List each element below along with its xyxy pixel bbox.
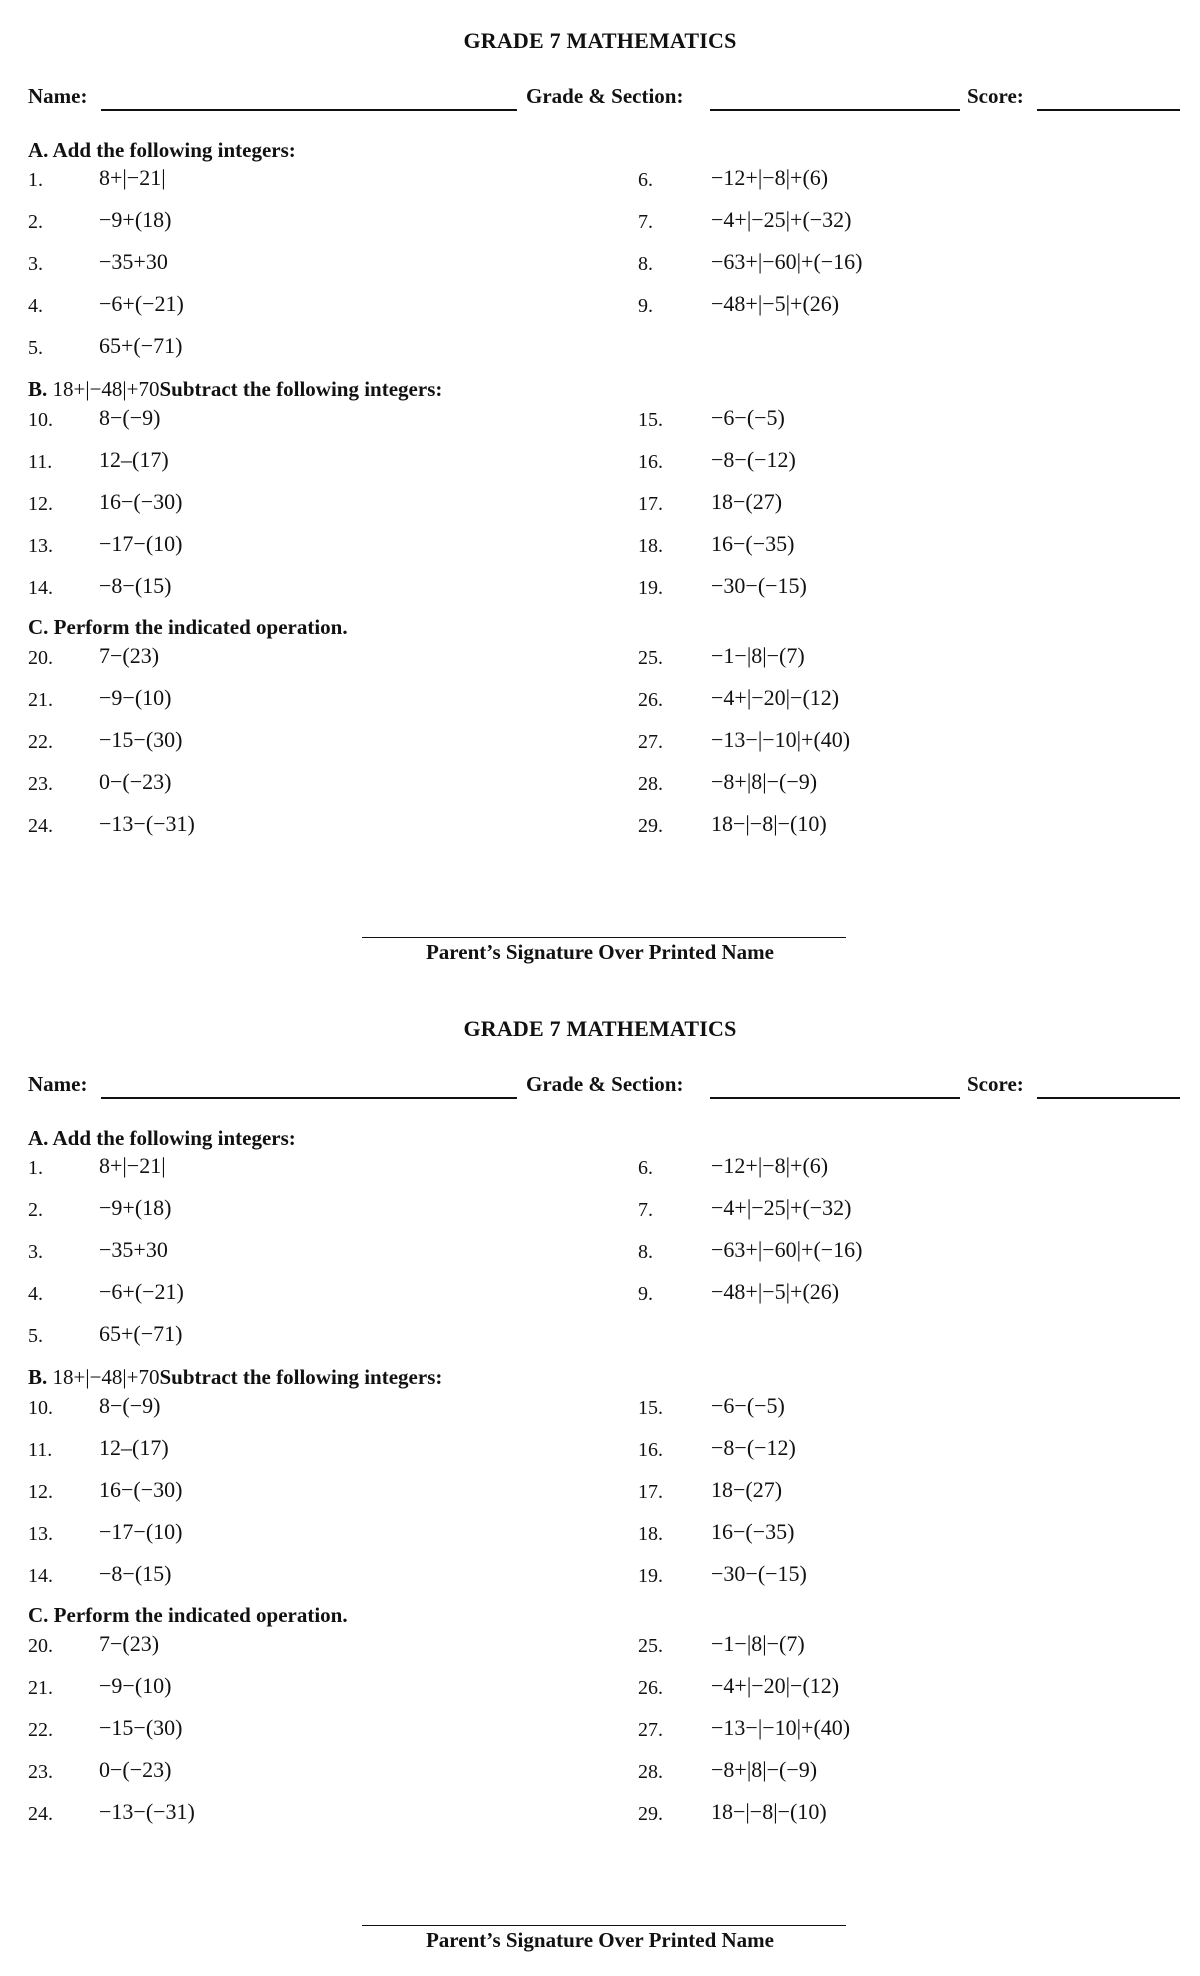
problem-expression: 16−(−35): [711, 1519, 795, 1544]
problem-number: 20.: [28, 647, 53, 669]
problem-number: 23.: [28, 773, 53, 795]
problem-expression: 7−(23): [99, 1631, 160, 1656]
problem-expression: −4+|−20|−(12): [711, 685, 840, 710]
problem-number: 29.: [638, 815, 663, 837]
section-instruction: Perform the indicated operation.: [53, 615, 348, 639]
section-instruction: Subtract the following integers:: [159, 1365, 443, 1389]
name-field-line: [101, 109, 517, 111]
problem-number: 4.: [28, 1283, 43, 1305]
problem-number: 29.: [638, 1803, 663, 1825]
section-instruction: Add the following integers:: [52, 138, 296, 162]
problem-expression: −30−(−15): [711, 1561, 807, 1586]
problem-number: 28.: [638, 1761, 663, 1783]
problem-expression: 8+|−21|: [99, 1153, 166, 1178]
problem-expression: −9+(18): [99, 1195, 172, 1220]
problem-number: 25.: [638, 1635, 663, 1657]
grade-section-label: Grade & Section:: [526, 84, 684, 108]
problem-number: 18.: [638, 535, 663, 557]
problem-expression: −13−(−31): [99, 811, 195, 836]
problem-expression: −30−(−15): [711, 573, 807, 598]
problem-number: 3.: [28, 1241, 43, 1263]
problem-number: 6.: [638, 169, 653, 191]
signature-label: Parent’s Signature Over Printed Name: [425, 940, 774, 964]
problem-number: 1.: [28, 169, 43, 191]
problem-number: 22.: [28, 1719, 53, 1741]
problem-expression: −8−(−12): [711, 447, 796, 472]
problem-expression: 18−(27): [711, 1477, 783, 1502]
problem-expression: −6+(−21): [99, 1279, 184, 1304]
section-letter: A.: [28, 1126, 49, 1150]
section-a-heading: [28, 138, 296, 163]
problem-number: 1.: [28, 1157, 43, 1179]
problem-number: 15.: [638, 409, 663, 431]
problem-expression: 16−(−30): [99, 1477, 183, 1502]
problem-expression: −8−(15): [99, 573, 172, 598]
problem-expression: 18−(27): [711, 489, 783, 514]
problem-expression: −17−(10): [99, 531, 183, 556]
problem-expression: 65+(−71): [99, 1321, 183, 1346]
problem-number: 19.: [638, 577, 663, 599]
problem-expression: −1−|8|−(7): [711, 643, 805, 668]
problem-number: 13.: [28, 535, 53, 557]
problem-expression: −4+|−25|+(−32): [711, 207, 852, 232]
section-instruction: Perform the indicated operation.: [53, 1603, 348, 1627]
problem-expression: −13−|−10|+(40): [711, 727, 851, 752]
problem-expression: 12–(17): [99, 447, 169, 472]
section-c-heading: [28, 1603, 348, 1628]
problem-expression: −48+|−5|+(26): [711, 291, 840, 316]
problem-number: 8.: [638, 253, 653, 275]
section-stray-expression: 18+|−48|+70: [52, 377, 160, 401]
section-b-heading: [28, 1365, 442, 1390]
problem-expression: −4+|−25|+(−32): [711, 1195, 852, 1220]
problem-number: 26.: [638, 1677, 663, 1699]
problem-number: 21.: [28, 1677, 53, 1699]
problem-number: 14.: [28, 1565, 53, 1587]
problem-expression: −13−|−10|+(40): [711, 1715, 851, 1740]
problem-expression: 16−(−35): [711, 531, 795, 556]
problem-expression: 0−(−23): [99, 1757, 172, 1782]
problem-number: 8.: [638, 1241, 653, 1263]
signature-label: Parent’s Signature Over Printed Name: [425, 1928, 774, 1952]
problem-number: 6.: [638, 1157, 653, 1179]
problem-expression: 18−|−8|−(10): [711, 1799, 827, 1824]
section-a-heading: [28, 1126, 296, 1151]
problem-number: 11.: [28, 451, 53, 473]
score-field-line: [1037, 1097, 1180, 1099]
problem-expression: 8+|−21|: [99, 165, 166, 190]
worksheet-title: GRADE 7 MATHEMATICS: [463, 28, 737, 53]
problem-number: 13.: [28, 1523, 53, 1545]
problem-number: 24.: [28, 815, 53, 837]
problem-expression: 16−(−30): [99, 489, 183, 514]
problem-expression: 0−(−23): [99, 769, 172, 794]
problem-expression: 65+(−71): [99, 333, 183, 358]
problem-expression: −4+|−20|−(12): [711, 1673, 840, 1698]
worksheet-title: GRADE 7 MATHEMATICS: [463, 1016, 737, 1041]
problem-number: 24.: [28, 1803, 53, 1825]
worksheet-bottom: [0, 988, 1200, 1976]
problem-expression: −6−(−5): [711, 1393, 785, 1418]
problem-number: 20.: [28, 1635, 53, 1657]
problem-expression: −13−(−31): [99, 1799, 195, 1824]
grade-section-field-line: [710, 109, 960, 111]
problem-expression: 7−(23): [99, 643, 160, 668]
problem-number: 5.: [28, 337, 43, 359]
grade-section-field-line: [710, 1097, 960, 1099]
problem-expression: −35+30: [99, 1237, 168, 1262]
problem-number: 7.: [638, 211, 653, 233]
problem-expression: −6+(−21): [99, 291, 184, 316]
problem-number: 11.: [28, 1439, 53, 1461]
problem-number: 12.: [28, 1481, 53, 1503]
problem-number: 17.: [638, 493, 663, 515]
name-label: Name:: [28, 84, 88, 108]
problem-expression: 12–(17): [99, 1435, 169, 1460]
problem-number: 23.: [28, 1761, 53, 1783]
problem-number: 16.: [638, 1439, 663, 1461]
signature-line: [362, 937, 846, 938]
problem-number: 16.: [638, 451, 663, 473]
signature-line: [362, 1925, 846, 1926]
name-field-line: [101, 1097, 517, 1099]
section-letter: A.: [28, 138, 49, 162]
problem-expression: −12+|−8|+(6): [711, 165, 829, 190]
problem-number: 12.: [28, 493, 53, 515]
problem-number: 28.: [638, 773, 663, 795]
section-c-heading: [28, 615, 348, 640]
section-letter: B.: [28, 377, 48, 401]
section-instruction: Subtract the following integers:: [159, 377, 443, 401]
section-instruction: Add the following integers:: [52, 1126, 296, 1150]
problem-expression: −6−(−5): [711, 405, 785, 430]
problem-number: 17.: [638, 1481, 663, 1503]
problem-expression: −9+(18): [99, 207, 172, 232]
problem-expression: 18−|−8|−(10): [711, 811, 827, 836]
problem-expression: 8−(−9): [99, 405, 161, 430]
problem-number: 18.: [638, 1523, 663, 1545]
section-stray-expression: 18+|−48|+70: [52, 1365, 160, 1389]
problem-expression: −63+|−60|+(−16): [711, 249, 863, 274]
problem-expression: 8−(−9): [99, 1393, 161, 1418]
problem-expression: −15−(30): [99, 727, 183, 752]
problem-number: 21.: [28, 689, 53, 711]
problem-expression: −17−(10): [99, 1519, 183, 1544]
problem-number: 2.: [28, 211, 43, 233]
section-letter: B.: [28, 1365, 48, 1389]
problem-expression: −9−(10): [99, 685, 172, 710]
problem-number: 7.: [638, 1199, 653, 1221]
problem-number: 19.: [638, 1565, 663, 1587]
problem-number: 22.: [28, 731, 53, 753]
problem-expression: −8−(15): [99, 1561, 172, 1586]
score-label: Score:: [967, 1072, 1024, 1096]
problem-expression: −35+30: [99, 249, 168, 274]
problem-expression: −48+|−5|+(26): [711, 1279, 840, 1304]
problem-number: 3.: [28, 253, 43, 275]
section-b-heading: [28, 377, 442, 402]
problem-expression: −8−(−12): [711, 1435, 796, 1460]
score-label: Score:: [967, 84, 1024, 108]
problem-number: 27.: [638, 1719, 663, 1741]
problem-number: 25.: [638, 647, 663, 669]
problem-expression: −12+|−8|+(6): [711, 1153, 829, 1178]
problem-number: 26.: [638, 689, 663, 711]
problem-expression: −8+|8|−(−9): [711, 1757, 818, 1782]
problem-number: 14.: [28, 577, 53, 599]
problem-number: 5.: [28, 1325, 43, 1347]
score-field-line: [1037, 109, 1180, 111]
problem-number: 10.: [28, 409, 53, 431]
problem-number: 27.: [638, 731, 663, 753]
section-letter: C.: [28, 1603, 49, 1627]
problem-expression: −9−(10): [99, 1673, 172, 1698]
problem-number: 2.: [28, 1199, 43, 1221]
problem-expression: −1−|8|−(7): [711, 1631, 805, 1656]
problem-number: 9.: [638, 1283, 653, 1305]
problem-expression: −15−(30): [99, 1715, 183, 1740]
name-label: Name:: [28, 1072, 88, 1096]
problem-number: 9.: [638, 295, 653, 317]
problem-expression: −63+|−60|+(−16): [711, 1237, 863, 1262]
problem-number: 15.: [638, 1397, 663, 1419]
grade-section-label: Grade & Section:: [526, 1072, 684, 1096]
problem-number: 4.: [28, 295, 43, 317]
problem-expression: −8+|8|−(−9): [711, 769, 818, 794]
problem-number: 10.: [28, 1397, 53, 1419]
section-letter: C.: [28, 615, 49, 639]
